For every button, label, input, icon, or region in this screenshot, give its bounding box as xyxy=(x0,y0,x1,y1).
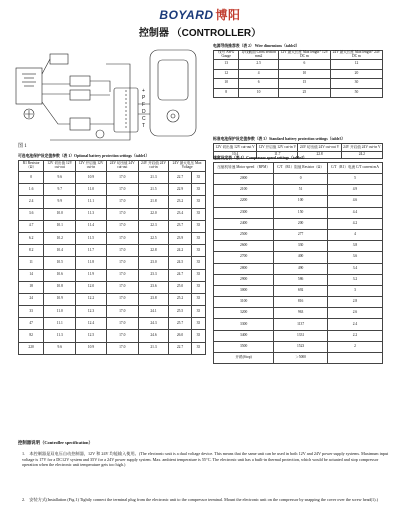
table-cell: 12.5 xyxy=(76,330,107,342)
table-cell: 24.2 xyxy=(169,245,192,257)
table-cell: 4 xyxy=(327,229,382,240)
table-cell: 10 xyxy=(214,79,239,89)
table-cell: 23.4 xyxy=(169,208,192,220)
table-cell: 4 xyxy=(239,69,279,79)
table-cell: 816 xyxy=(274,297,328,308)
std-header-12v-cutin: 12V 开启值 12V cut-in V xyxy=(257,144,298,152)
speed-header-resistor: C/T（R1）阻值 Resistor（Ω） xyxy=(274,163,328,174)
table-cell: 3100 xyxy=(214,297,274,308)
table-row xyxy=(19,269,206,281)
std-header-24v-cutout: 24V 切出值 24V cut-out V xyxy=(298,144,341,152)
table-cell: 3.2 xyxy=(327,274,382,285)
table-row xyxy=(214,252,383,263)
table-cell: 2.5 xyxy=(239,60,279,70)
table-cell: 3.4 xyxy=(327,263,382,274)
table-cell: 82 xyxy=(19,330,44,342)
table-cell: 14 xyxy=(19,269,44,281)
table-cell: 22.3 xyxy=(138,220,169,232)
table-cell: 35 xyxy=(191,257,205,269)
table-cell: 12 xyxy=(214,69,239,79)
table-cell: 22.7 xyxy=(169,172,192,184)
table-cell: 12 xyxy=(330,60,382,70)
table-cell: 4.2 xyxy=(327,218,382,229)
table-cell: 25.0 xyxy=(169,281,192,293)
table-cell: 220 xyxy=(19,342,44,354)
table-cell: 21.8 xyxy=(138,196,169,208)
table-cell: 24.6 xyxy=(138,330,169,342)
table-cell: 8 xyxy=(214,88,239,98)
speed-table-caption: 速度设定表（表 4）Compressor speed settings（table4） xyxy=(213,156,307,160)
table-cell: 20 xyxy=(330,69,382,79)
table-cell: 10.4 xyxy=(214,152,257,159)
table-cell: 21.3 xyxy=(138,172,169,184)
table-row xyxy=(214,207,383,218)
std-header-12v-cutout: 12V 切出值 12V cut-out V xyxy=(214,144,257,152)
terminal-t: T xyxy=(142,123,146,129)
table-cell: 17.0 xyxy=(106,330,138,342)
table-cell: 35 xyxy=(191,245,205,257)
table-cell: 11.3 xyxy=(76,208,107,220)
std-table-caption: 标准电池保护设定值参数（表 3）Standard battery protection settings（table3） xyxy=(213,137,346,141)
table-cell: 35 xyxy=(191,172,205,184)
table-row xyxy=(19,318,206,330)
table-cell: 10.2 xyxy=(44,232,76,244)
wiring-diagram xyxy=(10,44,202,152)
table-row xyxy=(19,306,206,318)
table-cell: 11.7 xyxy=(257,152,298,159)
table-row xyxy=(19,257,206,269)
table-cell: 23.7 xyxy=(169,220,192,232)
table-cell: 22.8 xyxy=(138,245,169,257)
table-row xyxy=(214,69,383,79)
table-cell: 2500 xyxy=(214,229,274,240)
table-cell: 26.0 xyxy=(169,330,192,342)
table-cell: 2100 xyxy=(214,185,274,196)
wire-header-awg: 线号 AWG Gauge xyxy=(214,51,239,60)
table-row xyxy=(214,341,383,352)
table-cell: 22.7 xyxy=(169,342,192,354)
table-cell: 13 xyxy=(214,60,239,70)
table-cell: 17.0 xyxy=(106,172,138,184)
table-cell: 2.2 xyxy=(327,330,382,341)
speed-header-rpm: 压缩机转速 Motor speed （RPM） xyxy=(214,163,274,174)
std-header-24v-cutin: 24V 开启值 24V cut-in V xyxy=(341,144,382,152)
table-cell: 2.4 xyxy=(19,196,44,208)
table-cell: 3400 xyxy=(214,330,274,341)
table-cell: 35 xyxy=(191,293,205,305)
terminal-c: C xyxy=(142,116,146,122)
table-cell: 9.6 xyxy=(44,172,76,184)
table-cell: 3500 xyxy=(214,341,274,352)
table-cell: 35 xyxy=(191,232,205,244)
page-title: 控制器 （CONTROLLER） xyxy=(138,28,262,39)
table-row xyxy=(214,185,383,196)
table-cell: 11 xyxy=(19,257,44,269)
table-cell: 35 xyxy=(191,184,205,196)
table-cell: 490 xyxy=(274,263,328,274)
terminal-f: F xyxy=(142,102,146,108)
table-row xyxy=(214,263,383,274)
opt-header-12v-cutout: 12V 切出值 12V cut-out xyxy=(44,161,76,172)
table-row xyxy=(214,174,383,185)
table-row xyxy=(214,274,383,285)
table-cell: 10.9 xyxy=(76,342,107,354)
table-cell: 30 xyxy=(330,79,382,89)
table-cell: 17.0 xyxy=(106,293,138,305)
speed-table xyxy=(213,162,383,364)
table-row xyxy=(19,172,206,184)
table-cell: 21.5 xyxy=(138,184,169,196)
table-cell: 3 xyxy=(327,285,382,296)
figure-label: 图 1 xyxy=(18,144,27,149)
table-cell: 277 xyxy=(274,229,328,240)
table-cell: 35 xyxy=(191,330,205,342)
table-cell: 11.8 xyxy=(76,257,107,269)
table-cell: 35 xyxy=(191,318,205,330)
table-cell: 3.8 xyxy=(327,241,382,252)
table-cell: 2.8 xyxy=(327,297,382,308)
table-cell: 6 xyxy=(278,60,330,70)
table-cell: 3300 xyxy=(214,319,274,330)
table-cell: 10.8 xyxy=(44,281,76,293)
table-cell: 12.0 xyxy=(76,281,107,293)
table-cell: 17.0 xyxy=(106,306,138,318)
table-cell: 18 xyxy=(19,281,44,293)
opt-header-resistor: R1 Resistor（Ω） xyxy=(19,161,44,172)
opt-table-body xyxy=(19,172,206,355)
table-cell: 15 xyxy=(278,79,330,89)
table-cell: 10.0 xyxy=(44,208,76,220)
wire-table-body xyxy=(214,60,383,98)
table-cell: 11.1 xyxy=(44,318,76,330)
table-cell: 11.0 xyxy=(76,184,107,196)
brand-name: BOYARD xyxy=(159,8,214,22)
table-cell: 11.5 xyxy=(76,232,107,244)
table-cell: 33 xyxy=(19,306,44,318)
note-paragraph-2: 2. 安装方式(Installation (Fig.1) Tightly connect the terminal plug from the electronic unit to the compressor terminal. Mount the electronic unit on the compressor by snapping the cover over the screw head(1).) xyxy=(22,497,378,502)
table-cell: 35 xyxy=(191,306,205,318)
table-cell: 12.4 xyxy=(76,318,107,330)
table-cell: 6 xyxy=(239,79,279,89)
table-row xyxy=(19,293,206,305)
table-cell: 2.4 xyxy=(327,319,382,330)
opt-table-caption: 可选电池保护设定值参数（表 1）Optional battery protection settings（table1） xyxy=(18,154,150,158)
table-cell: 400 xyxy=(274,252,328,263)
wire-table-caption: 电源导线推荐表（表 2） Wire dimensions（table2） xyxy=(213,44,300,48)
table-cell: 22.5 xyxy=(138,232,169,244)
brand-logo xyxy=(0,6,400,23)
table-row xyxy=(19,232,206,244)
table-cell: 10.6 xyxy=(44,269,76,281)
table-cell: 12.3 xyxy=(76,306,107,318)
table-cell: 3000 xyxy=(214,285,274,296)
table-row xyxy=(214,218,383,229)
table-row xyxy=(214,229,383,240)
table-cell: 10.1 xyxy=(44,220,76,232)
table-cell: 10.9 xyxy=(44,293,76,305)
table-cell: 150 xyxy=(274,207,328,218)
table-row xyxy=(214,319,383,330)
table-row xyxy=(19,245,206,257)
table-row xyxy=(19,342,206,354)
table-cell: 17.0 xyxy=(106,245,138,257)
table-cell: 17.0 xyxy=(106,257,138,269)
table-cell: 2900 xyxy=(214,274,274,285)
table-cell: 22.8 xyxy=(298,152,341,159)
table-cell: 24.2 xyxy=(341,152,382,159)
speed-header-current: C/T（R1）电流 C/T current mA xyxy=(327,163,382,174)
table-row xyxy=(214,285,383,296)
table-cell: 35 xyxy=(191,269,205,281)
table-row xyxy=(214,196,383,207)
notes-title: 控制器说明（Controller specification） xyxy=(18,440,93,445)
table-row xyxy=(214,88,383,98)
table-cell: 17.0 xyxy=(106,281,138,293)
table-row xyxy=(214,330,383,341)
table-cell: 11.1 xyxy=(76,196,107,208)
table-cell: 1523 xyxy=(274,341,328,352)
table-cell: 1137 xyxy=(274,319,328,330)
table-row xyxy=(214,297,383,308)
table-cell: 3.6 xyxy=(19,208,44,220)
table-cell: 11.7 xyxy=(76,245,107,257)
table-cell: 23.3 xyxy=(138,269,169,281)
table-row xyxy=(214,308,383,319)
table-cell: 10 xyxy=(239,88,279,98)
table-cell: 17.0 xyxy=(106,196,138,208)
table-cell: 23.8 xyxy=(138,293,169,305)
table-cell: 8.2 xyxy=(19,245,44,257)
table-cell: 35 xyxy=(191,342,205,354)
table-cell: 35 xyxy=(191,208,205,220)
table-cell: 3200 xyxy=(214,308,274,319)
table-cell: 24.1 xyxy=(138,306,169,318)
table-cell: 25.7 xyxy=(169,318,192,330)
table-row xyxy=(19,220,206,232)
table-cell: 3.6 xyxy=(327,252,382,263)
table-cell: 10.4 xyxy=(44,245,76,257)
table-cell: 23.9 xyxy=(169,232,192,244)
table-cell: 692 xyxy=(274,285,328,296)
table-cell: 23.0 xyxy=(138,257,169,269)
table-cell: 17.0 xyxy=(106,220,138,232)
table-cell: 23.6 xyxy=(138,281,169,293)
table-cell: 4.7 xyxy=(19,220,44,232)
table-cell: 25.5 xyxy=(169,306,192,318)
table-cell: ＞5000 xyxy=(274,353,328,364)
table-row xyxy=(19,330,206,342)
table-cell: 963 xyxy=(274,308,328,319)
terminal-d: D xyxy=(142,109,146,115)
table-cell: 1331 xyxy=(274,330,328,341)
table-cell: 11.0 xyxy=(44,306,76,318)
table-cell: 35 xyxy=(191,220,205,232)
table-cell: 200 xyxy=(274,218,328,229)
table-cell: 24.7 xyxy=(169,269,192,281)
table-cell: 23.2 xyxy=(169,196,192,208)
note-paragraph-1: 1. 本控制器是双电压自动控制器，12V 和 24V 均能输入使用。(The electronic unit is a dual voltage device. This means that the same unit can be used in both 12V and 24V power supply systems. Maximum input voltage is 17V for a DC12V system and 35V for a 24V power supply system. Max. ambient temperature is 55°C. The electronic unit has a built-in thermal protection, which would be actuated and stop compressor operation when the electronic unit temperature gets too high.) xyxy=(22,451,389,468)
wire-table xyxy=(213,50,383,98)
opt-header-12v-cutin: 12V 开启值 12V cut-in xyxy=(76,161,107,172)
table-cell: 10.5 xyxy=(44,257,76,269)
table-cell: 17.0 xyxy=(106,342,138,354)
table-cell: 11.9 xyxy=(76,269,107,281)
table-cell: 开路(Stop) xyxy=(214,353,274,364)
table-cell: 2700 xyxy=(214,252,274,263)
opt-header-24v-max: 24V 最大电压 Max Voltage xyxy=(169,161,206,172)
table-cell: 2300 xyxy=(214,207,274,218)
table-cell: 2000 xyxy=(214,174,274,185)
table-cell: 6.2 xyxy=(19,232,44,244)
table-cell: 586 xyxy=(274,274,328,285)
table-cell: 47 xyxy=(19,318,44,330)
table-cell: 4.6 xyxy=(327,196,382,207)
table-cell: 4.4 xyxy=(327,207,382,218)
table-cell: 11.3 xyxy=(44,330,76,342)
table-cell: 24.3 xyxy=(138,318,169,330)
table-cell: 2600 xyxy=(214,241,274,252)
table-cell: 50 xyxy=(330,88,382,98)
table-row xyxy=(19,281,206,293)
table-row xyxy=(214,241,383,252)
table-row xyxy=(214,60,383,70)
table-cell: 17.0 xyxy=(106,269,138,281)
table-row xyxy=(214,353,383,364)
opt-table xyxy=(18,160,206,355)
table-cell: 9.9 xyxy=(44,196,76,208)
terminal-plus: + xyxy=(142,88,145,94)
table-cell: 9.6 xyxy=(44,342,76,354)
table-row xyxy=(19,208,206,220)
table-cell: 24.5 xyxy=(169,257,192,269)
table-cell: 2400 xyxy=(214,218,274,229)
table-cell: 0 xyxy=(274,174,328,185)
table-cell: 10.9 xyxy=(76,172,107,184)
table-cell: 25 xyxy=(278,88,330,98)
table-cell: 12.2 xyxy=(76,293,107,305)
table-cell xyxy=(327,353,382,364)
table-cell: 25.2 xyxy=(169,293,192,305)
table-cell: 17.0 xyxy=(106,232,138,244)
table-cell: 9.7 xyxy=(44,184,76,196)
table-cell: 21.3 xyxy=(138,342,169,354)
table-cell: 1.6 xyxy=(19,184,44,196)
opt-header-24v-cutout: 24V 切出值 24V cut-out xyxy=(106,161,138,172)
table-cell: 2 xyxy=(327,341,382,352)
table-cell: 100 xyxy=(274,196,328,207)
table-row xyxy=(19,196,206,208)
wire-header-24v: 24V 最大长度 Max length* 24V DC m xyxy=(330,51,382,60)
table-cell: 2800 xyxy=(214,263,274,274)
speed-table-body xyxy=(214,174,383,364)
table-cell: 51 xyxy=(274,185,328,196)
table-row xyxy=(214,79,383,89)
table-cell: 0 xyxy=(19,172,44,184)
table-cell: 4.9 xyxy=(327,185,382,196)
table-cell: 2.6 xyxy=(327,308,382,319)
table-cell: 35 xyxy=(191,281,205,293)
table-cell: 17.0 xyxy=(106,184,138,196)
table-cell: 22.9 xyxy=(169,184,192,196)
table-cell: 5 xyxy=(327,174,382,185)
wire-header-section: 导线截面 Cross section mm2 xyxy=(239,51,279,60)
wire-header-12v: 12V 最大长度 Max length* 12V DC m xyxy=(278,51,330,60)
table-cell: 17.0 xyxy=(106,208,138,220)
table-cell: 2200 xyxy=(214,196,274,207)
table-cell: 10 xyxy=(278,69,330,79)
table-cell: 330 xyxy=(274,241,328,252)
table-row xyxy=(19,184,206,196)
table-cell: 22.0 xyxy=(138,208,169,220)
table-cell: 35 xyxy=(191,196,205,208)
brand-name-cn: 博阳 xyxy=(215,8,241,22)
terminal-p: P xyxy=(142,95,146,101)
table-cell: 24 xyxy=(19,293,44,305)
table-cell: 17.0 xyxy=(106,318,138,330)
table-cell: 11.4 xyxy=(76,220,107,232)
opt-header-24v-cutin: 24V 开启值 24V cut-in xyxy=(138,161,169,172)
